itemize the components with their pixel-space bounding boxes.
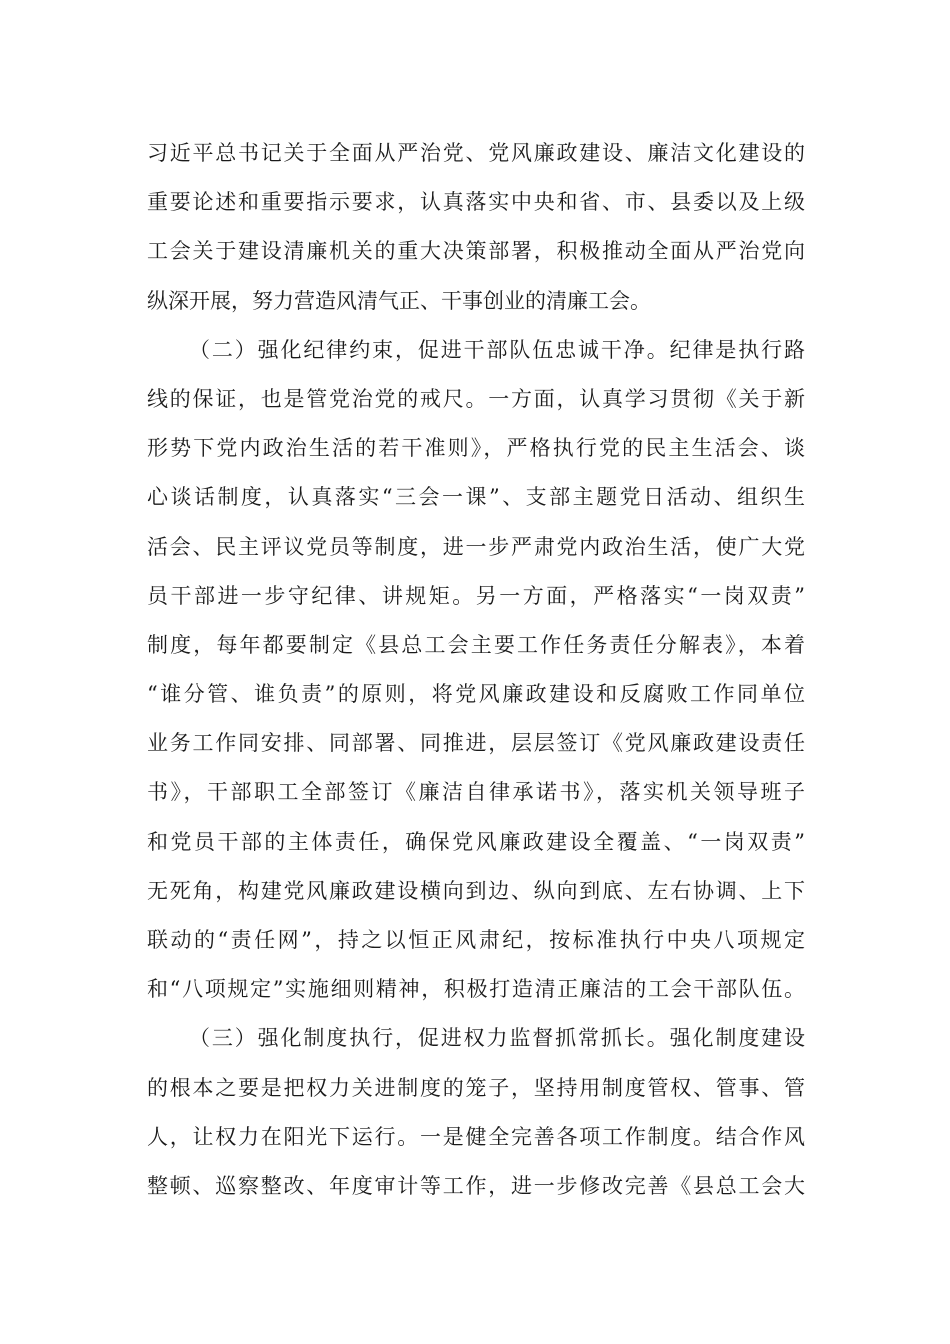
body-text [147, 133, 805, 1215]
text-line: “谁分管、谁负责”的原则，将党风廉政建设和反腐败工作同单位 [147, 682, 805, 707]
text-line: 的根本之要是把权力关进制度的笼子，坚持用制度管权、管事、管 [147, 1075, 805, 1100]
paragraph-continuation [147, 133, 805, 330]
text-line: 无死角，构建党风廉政建设横向到边、纵向到底、左右协调、上下 [147, 878, 805, 903]
text-line: 和“八项规定”实施细则精神，积极打造清正廉洁的工会干部队伍。 [147, 977, 805, 1002]
text-line: 纵深开展，努力营造风清气正、干事创业的清廉工会。 [147, 288, 651, 313]
text-line: 工会关于建设清廉机关的重大决策部署，积极推动全面从严治党向 [147, 239, 805, 264]
text-line: 业务工作同安排、同部署、同推进，层层签订《党风廉政建设责任 [147, 731, 805, 756]
section-heading-line: （二）强化纪律约束，促进干部队伍忠诚干净。纪律是执行路 [189, 337, 805, 362]
text-line: 和党员干部的主体责任，确保党风廉政建设全覆盖、“一岗双责” [147, 829, 805, 854]
text-line: 形势下党内政治生活的若干准则》，严格执行党的民主生活会、谈 [147, 436, 805, 461]
text-line: 整顿、巡察整改、年度审计等工作，进一步修改完善《县总工会大 [147, 1173, 805, 1198]
text-line: 线的保证，也是管党治党的戒尺。一方面，认真学习贯彻《关于新 [147, 386, 805, 411]
paragraph-section-2 [147, 330, 805, 1019]
text-line: 员干部进一步守纪律、讲规矩。另一方面，严格落实“一岗双责” [147, 583, 805, 608]
text-line: 书》，干部职工全部签订《廉洁自律承诺书》，落实机关领导班子 [147, 780, 805, 805]
text-line: 制度，每年都要制定《县总工会主要工作任务责任分解表》，本着 [147, 632, 805, 657]
text-line: 心谈话制度，认真落实“三会一课”、支部主题党日活动、组织生 [147, 485, 805, 510]
text-line: 活会、民主评议党员等制度，进一步严肃党内政治生活，使广大党 [147, 534, 805, 559]
text-line: 联动的“责任网”，持之以恒正风肃纪，按标准执行中央八项规定 [147, 928, 805, 952]
text-line: 习近平总书记关于全面从严治党、党风廉政建设、廉洁文化建设的 [147, 141, 805, 165]
paragraph-section-3 [147, 1018, 805, 1215]
text-line: 人，让权力在阳光下运行。一是健全完善各项工作制度。结合作风 [147, 1124, 805, 1149]
text-line: 重要论述和重要指示要求，认真落实中央和省、市、县委以及上级 [147, 190, 805, 215]
section-heading-line: （三）强化制度执行，促进权力监督抓常抓长。强化制度建设 [189, 1026, 805, 1051]
